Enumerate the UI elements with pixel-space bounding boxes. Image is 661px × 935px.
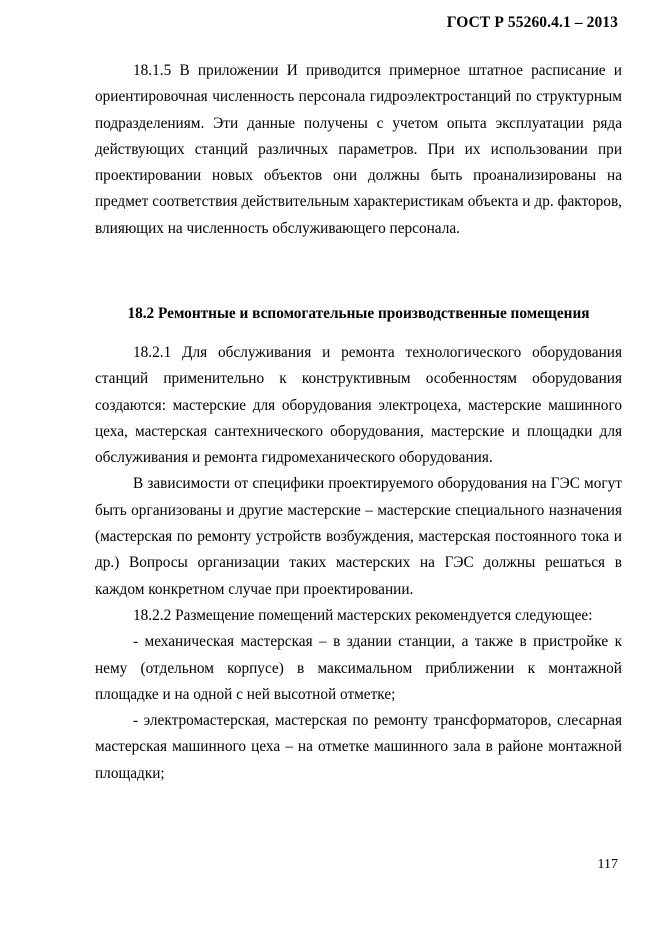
section-18-1-body [95, 58, 622, 242]
list-item: - механическая мастерская – в здании станции, а также в пристройке к нему (отдельном корпусе) в максимальном приближении к монтажной площадке и на одной с ней высотной отметке; [95, 633, 622, 703]
section-18-2-body [95, 340, 622, 787]
paragraph: 18.2.2 Размещение помещений мастерских рекомендуется следующее: [133, 606, 593, 624]
list-item: - электромастерская, мастерская по ремонту трансформаторов, слесарная мастерская машинного цеха – на отметке машинного зала в районе монтажной площадки; [95, 712, 622, 782]
page-number: 117 [597, 857, 618, 872]
paragraph: 18.2.1 Для обслуживания и ремонта технологического оборудования станций применительно к конструктивным особенностям оборудования создаются: мастерские для оборудования электроцеха, мастерские машинного цеха, мастерская сантехнического оборудования, мастерские и площадки для обслуживания и ремонта гидромеханического оборудования. [95, 344, 622, 467]
document-header: ГОСТ Р 55260.4.1 – 2013 [446, 14, 618, 31]
paragraph: 18.1.5 В приложении И приводится примерное штатное расписание и ориентировочная численность персонала гидроэлектростанций по структурным подразделениям. Эти данные получены с учетом опыта эксплуатации ряда действующих станций различных параметров. При их использовании при проектировании новых объектов они должны быть проанализированы на предмет соответствия действительным характеристикам объекта и др. факторов, влияющих на численность обслуживающего персонала. [95, 62, 622, 237]
section-heading: 18.2 Ремонтные и вспомогательные производственные помещения [127, 305, 590, 322]
paragraph: В зависимости от специфики проектируемого оборудования на ГЭС могут быть организованы и другие мастерские – мастерские специального назначения (мастерская по ремонту устройств возбуждения, мастерская постоянного тока и др.) Вопросы организации таких мастерских на ГЭС должны решаться в каждом конкретном случае при проектировании. [95, 475, 622, 598]
